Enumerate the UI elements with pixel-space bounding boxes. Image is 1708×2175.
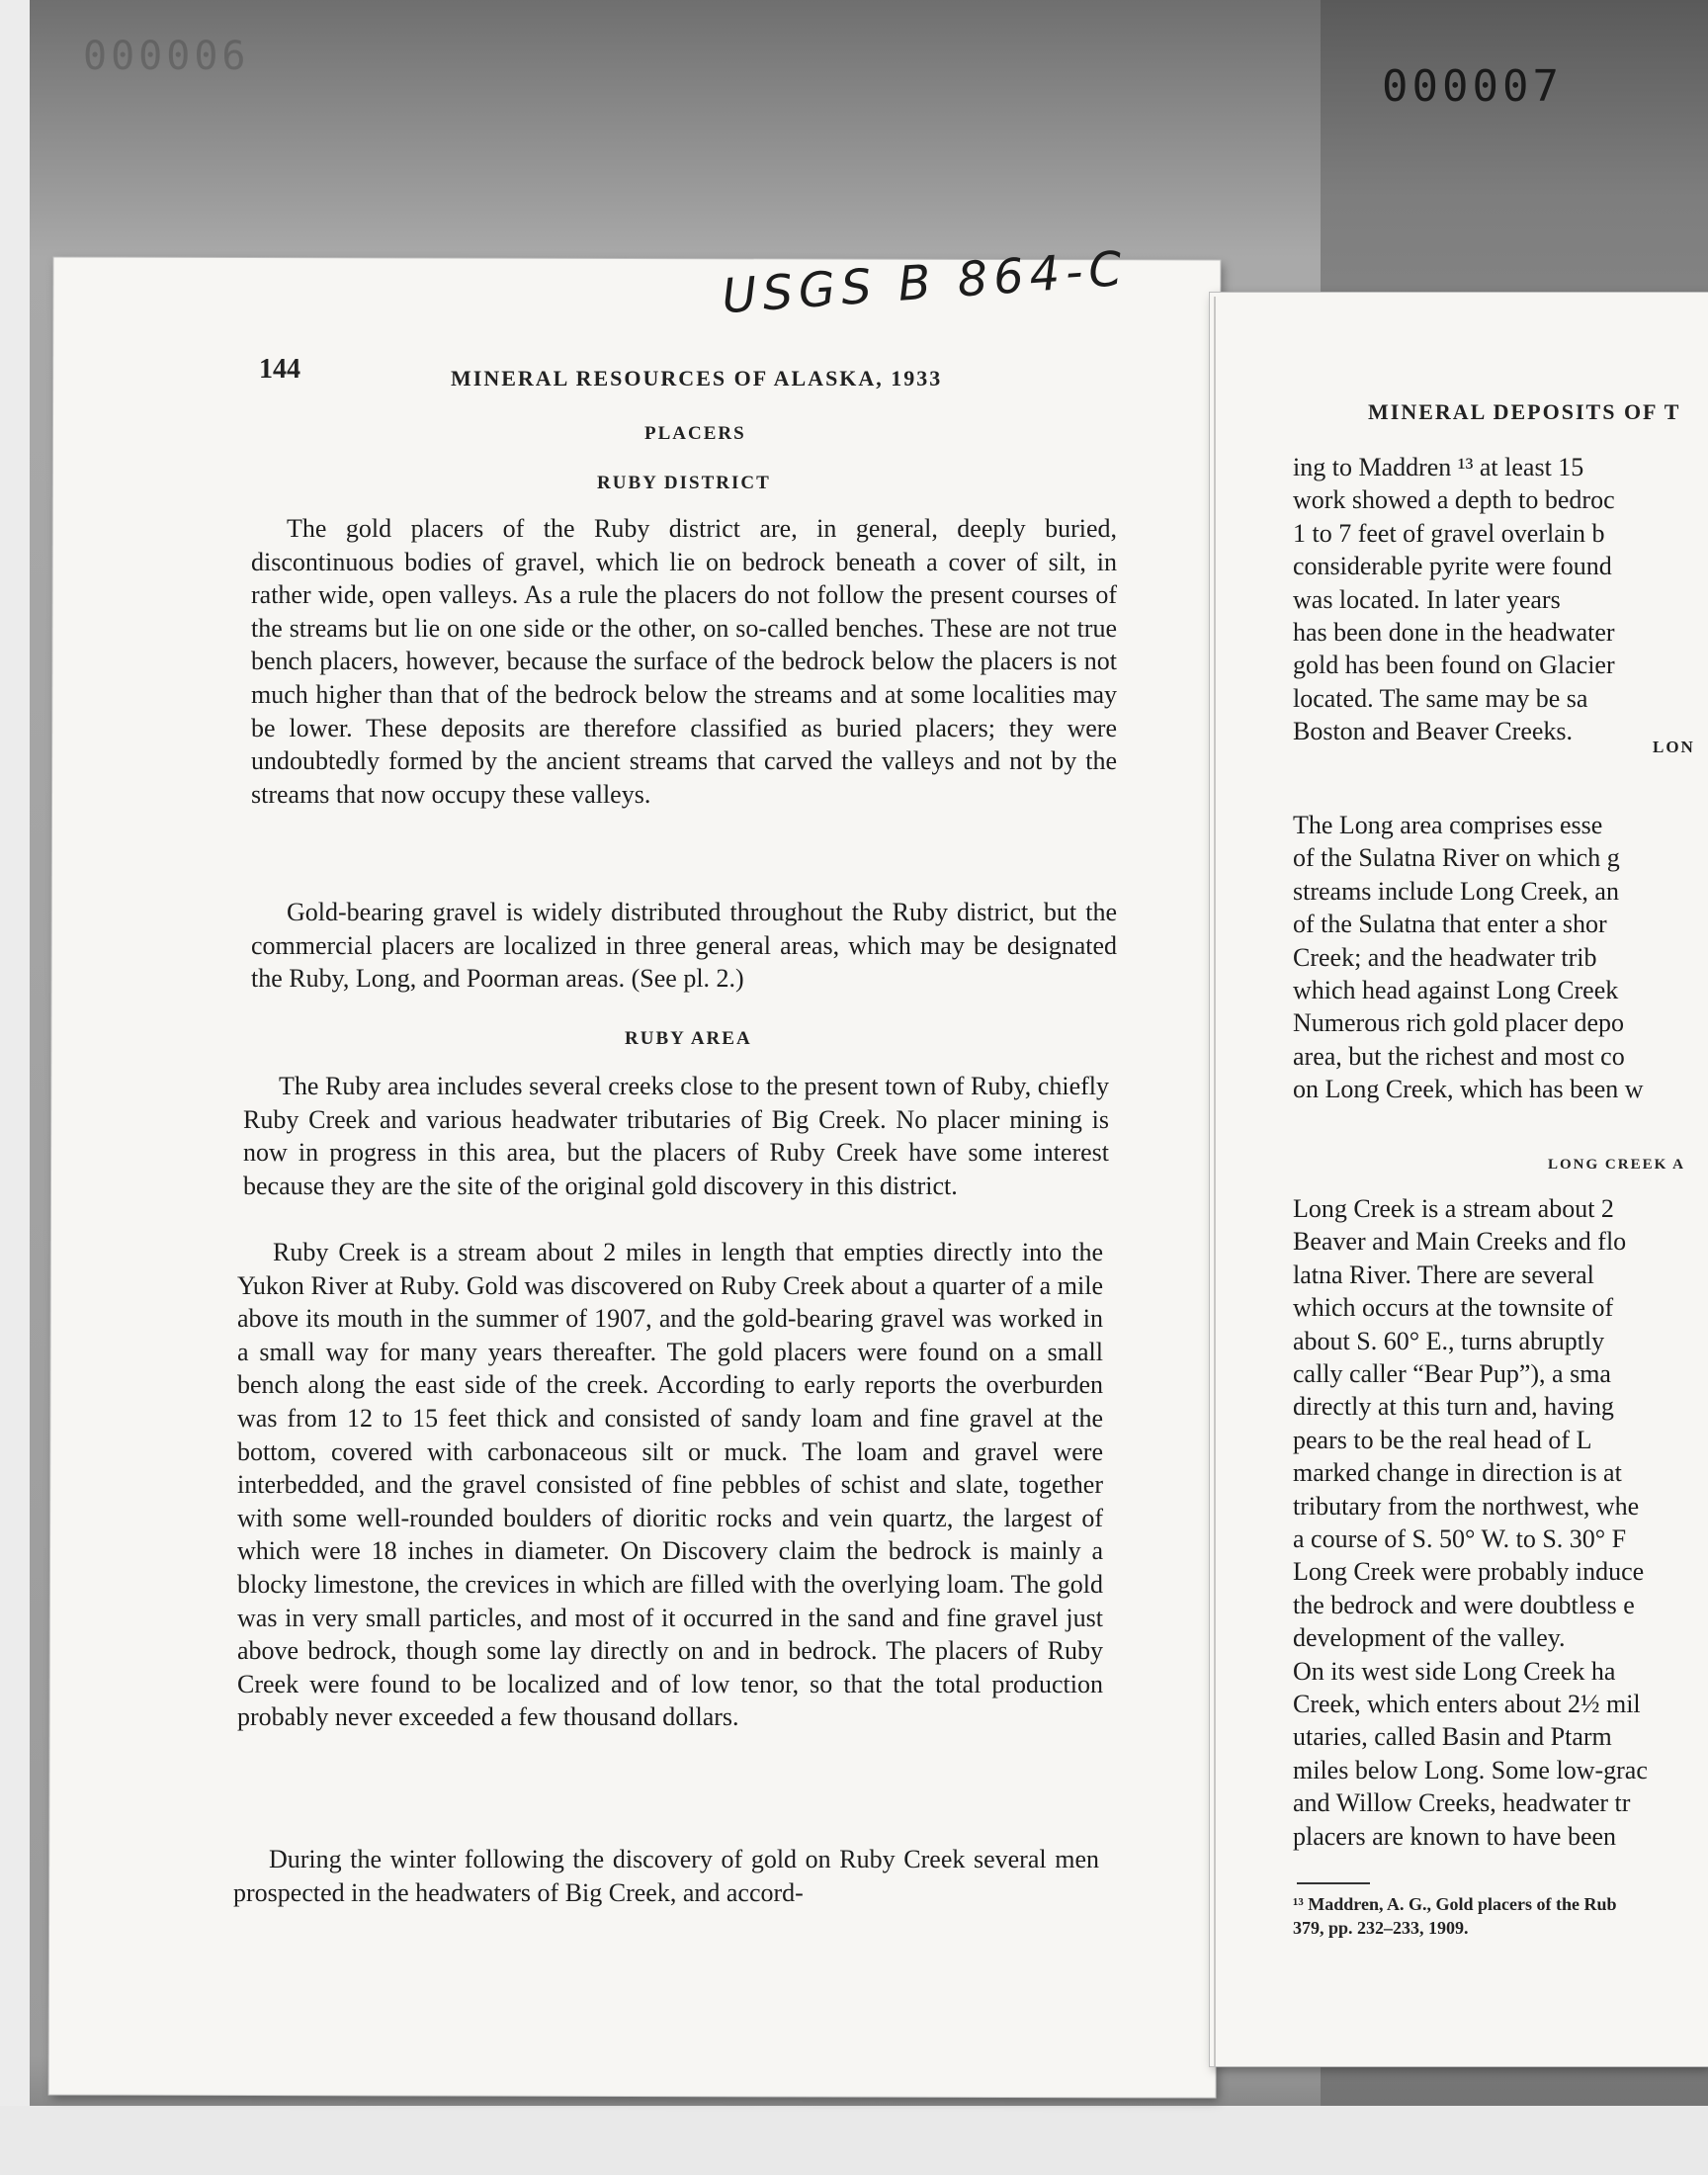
- page-gutter: [1214, 297, 1216, 2066]
- right-text-line: directly at this turn and, having: [1293, 1392, 1614, 1422]
- right-text-line: cally caller “Bear Pup”), a sma: [1293, 1359, 1611, 1388]
- section-heading-placers: PLACERS: [644, 423, 746, 444]
- right-text-line: located. The same may be sa: [1293, 683, 1588, 713]
- right-text-line: utaries, called Basin and Ptarm: [1293, 1722, 1612, 1752]
- document-id-stamp: 000007: [1382, 61, 1563, 112]
- right-text-line: the bedrock and were doubtless e: [1293, 1590, 1635, 1619]
- right-text-line: of the Sulatna River on which g: [1293, 843, 1620, 873]
- right-text-line: Long Creek were probably induce: [1293, 1557, 1645, 1587]
- right-text-line: 1 to 7 feet of gravel overlain b: [1293, 518, 1605, 548]
- right-text-line: and Willow Creeks, headwater tr: [1293, 1788, 1631, 1818]
- page-number: 144: [259, 354, 300, 385]
- right-text-line: of the Sulatna that enter a shor: [1293, 910, 1607, 939]
- body-paragraph: Ruby Creek is a stream about 2 miles in length that empties directly into the Yukon River at Ruby. Gold was discovered on Ruby Creek about a quarter of a mile above its mouth in the summer of 1907, and the gold-bearing gravel was worked in a small way for many years thereafter. The gold placers were found on a small bench along the east side of the creek. According to early reports the overburden was from 12 to 15 feet thick and consisted of sandy loam and fine gravel at the bottom, covered with carbonaceous silt or muck. The loam and gravel were interbedded, and the gravel consisted of fine pebbles of schist and slate, together with some well-rounded boulders of dioritic rocks and vein quartz, the largest of which were 18 inches in diameter. On Discovery claim the bedrock is mainly a blocky limestone, the crevices in which are filled with the overlying loam. The gold was in very small particles, and most of it occurred in the sand and fine gravel just above bedrock, though some lay directly on and in bedrock. The placers of Ruby Creek were found to be localized and of low tenor, so that the total production probably never exceeded a few thousand dollars.: [237, 1238, 1103, 1732]
- right-text-line: latna River. There are several: [1293, 1260, 1594, 1289]
- right-text-line: ing to Maddren ¹³ at least 15: [1293, 453, 1584, 481]
- right-text-line: miles below Long. Some low-grac: [1293, 1755, 1648, 1784]
- body-paragraph: During the winter following the discovery of gold on Ruby Creek several men prospected in the headwaters of Big Creek, and accord-: [233, 1845, 1099, 1907]
- footnote-line: ¹³ Maddren, A. G., Gold placers of the Rub: [1293, 1894, 1617, 1914]
- right-text-line: tributary from the northwest, whe: [1293, 1491, 1640, 1521]
- right-text-line: gold has been found on Glacier: [1293, 651, 1615, 680]
- right-text-line: Beaver and Main Creeks and flo: [1293, 1227, 1627, 1257]
- right-text-line: streams include Long Creek, an: [1293, 876, 1619, 906]
- scan-margin-left: [0, 0, 30, 2175]
- handwritten-annotation: USGS B 864-C: [720, 240, 1130, 325]
- right-text-line: work showed a depth to bedroc: [1293, 485, 1615, 515]
- right-text-line: Creek, which enters about 2½ mil: [1293, 1690, 1641, 1718]
- right-text-line: placers are known to have been: [1293, 1821, 1617, 1851]
- right-text-line: which head against Long Creek: [1293, 976, 1619, 1004]
- right-text-line: has been done in the headwater: [1293, 618, 1615, 647]
- right-text-line: pears to be the real head of L: [1293, 1425, 1592, 1454]
- section-heading-ruby-district: RUBY DISTRICT: [597, 473, 771, 493]
- right-text-line: a course of S. 50° W. to S. 30° F: [1293, 1524, 1627, 1553]
- right-text-line: about S. 60° E., turns abruptly: [1293, 1326, 1605, 1355]
- right-text-line: area, but the richest and most co: [1293, 1041, 1625, 1071]
- right-running-title: MINERAL DEPOSITS OF T: [1368, 399, 1681, 424]
- right-text-line: marked change in direction is at: [1293, 1458, 1622, 1488]
- right-text-line: development of the valley.: [1293, 1623, 1566, 1653]
- body-paragraph: The gold placers of the Ruby district are, in general, deeply buried, discontinuous bodies of gravel, which lie on bedrock beneath a cover of silt, in rather wide, open valleys. As a rule the placers do not follow the present courses of the streams but lie on one side or the other, on so-called benches. These are not true bench placers, however, because the surface of the bedrock below the placers is not much higher than that of the bedrock below the streams and at some localities may be lower. These deposits are therefore classified as buried placers; they were undoubtedly formed by the ancient streams that carved the valleys and not by the streams that now occupy these valleys.: [251, 514, 1117, 809]
- right-section-heading: LON: [1653, 738, 1695, 756]
- right-text-line: Boston and Beaver Creeks.: [1293, 717, 1574, 746]
- scan-margin-bottom: [0, 2106, 1708, 2175]
- right-text-line: The Long area comprises esse: [1293, 811, 1603, 839]
- right-text-line: Creek; and the headwater trib: [1293, 942, 1597, 972]
- right-subsection-heading: LONG CREEK A: [1548, 1157, 1686, 1173]
- footnote-line: 379, pp. 232–233, 1909.: [1293, 1918, 1469, 1938]
- ghost-stamp-number: 000006: [83, 34, 250, 79]
- right-text-line: considerable pyrite were found: [1293, 552, 1612, 581]
- right-text-line: Numerous rich gold placer depo: [1293, 1008, 1625, 1038]
- right-text-line: was located. In later years: [1293, 584, 1561, 614]
- running-title: MINERAL RESOURCES OF ALASKA, 1933: [451, 366, 943, 391]
- section-heading-ruby-area: RUBY AREA: [625, 1028, 752, 1049]
- right-text-line: On its west side Long Creek ha: [1293, 1656, 1616, 1686]
- body-paragraph: Gold-bearing gravel is widely distributed throughout the Ruby district, but the commercial placers are localized in three general areas, which may be designated the Ruby, Long, and Poorman areas. (See pl. 2.): [251, 898, 1117, 994]
- right-text-line: which occurs at the townsite of: [1293, 1293, 1614, 1323]
- footnote-rule: [1297, 1882, 1370, 1884]
- right-text-line: on Long Creek, which has been w: [1293, 1075, 1644, 1104]
- right-text-line: Long Creek is a stream about 2: [1293, 1194, 1614, 1223]
- body-paragraph: The Ruby area includes several creeks close to the present town of Ruby, chiefly Ruby Creek and various headwater tributaries of Big Creek. No placer mining is now in progress in this area, but the placers of Ruby Creek have some interest because they are the site of the original gold discovery in this district.: [243, 1072, 1109, 1200]
